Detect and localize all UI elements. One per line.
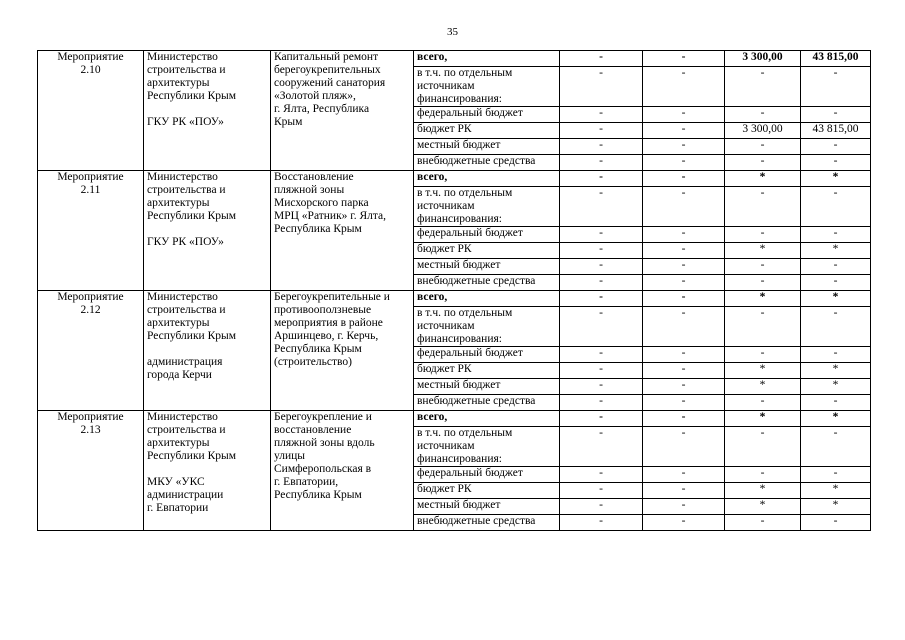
funding-value: -	[643, 155, 725, 171]
funding-value: -	[725, 515, 801, 531]
measure-name: Мероприятие 2.12	[38, 291, 144, 411]
funding-value: -	[725, 307, 801, 347]
funding-value: -	[643, 227, 725, 243]
funding-value: *	[801, 291, 871, 307]
table-row	[38, 291, 871, 307]
funding-value: -	[560, 171, 643, 187]
funding-source: федеральный бюджет	[414, 227, 560, 243]
funding-source: в т.ч. по отдельным источникам финансирования:	[414, 67, 560, 107]
funding-value: 3 300,00	[725, 51, 801, 67]
description-cell: Восстановление пляжной зоны Мисхорского парка МРЦ «Ратник» г. Ялта, Республика Крым	[271, 171, 414, 291]
funding-value: -	[801, 347, 871, 363]
funding-value: *	[801, 499, 871, 515]
funding-value: -	[560, 67, 643, 107]
funding-value: -	[643, 123, 725, 139]
funding-source: внебюджетные средства	[414, 275, 560, 291]
funding-value: -	[801, 307, 871, 347]
funding-value: -	[643, 259, 725, 275]
funding-value: -	[725, 107, 801, 123]
funding-value: *	[801, 379, 871, 395]
funding-value: -	[560, 411, 643, 427]
funding-value: -	[560, 123, 643, 139]
funding-source: местный бюджет	[414, 259, 560, 275]
executors-cell: Министерство строительства и архитектуры Республики Крым ГКУ РК «ПОУ»	[144, 171, 271, 291]
funding-value: -	[801, 107, 871, 123]
funding-value: -	[643, 243, 725, 259]
funding-value: -	[725, 275, 801, 291]
funding-value: -	[643, 499, 725, 515]
funding-value: -	[560, 483, 643, 499]
funding-value: -	[560, 395, 643, 411]
funding-value: *	[801, 483, 871, 499]
funding-value: -	[643, 187, 725, 227]
funding-value: -	[560, 363, 643, 379]
funding-value: -	[560, 227, 643, 243]
funding-source: бюджет РК	[414, 363, 560, 379]
funding-source: в т.ч. по отдельным источникам финансирования:	[414, 187, 560, 227]
funding-source: всего,	[414, 291, 560, 307]
executors-cell: Министерство строительства и архитектуры Республики Крым администрация города Керчи	[144, 291, 271, 411]
funding-value: -	[801, 67, 871, 107]
measure-name: Мероприятие 2.10	[38, 51, 144, 171]
funding-source: федеральный бюджет	[414, 107, 560, 123]
funding-value: -	[725, 259, 801, 275]
funding-value: -	[643, 347, 725, 363]
funding-value: -	[643, 427, 725, 467]
funding-value: *	[725, 171, 801, 187]
funding-value: -	[643, 483, 725, 499]
funding-value: 3 300,00	[725, 123, 801, 139]
funding-value: -	[725, 467, 801, 483]
funding-value: *	[801, 243, 871, 259]
funding-value: -	[801, 427, 871, 467]
funding-value: -	[643, 67, 725, 107]
funding-value: -	[643, 139, 725, 155]
funding-source: местный бюджет	[414, 139, 560, 155]
funding-value: -	[560, 379, 643, 395]
table-row	[38, 171, 871, 187]
funding-value: -	[560, 155, 643, 171]
funding-source: внебюджетные средства	[414, 155, 560, 171]
funding-source: внебюджетные средства	[414, 395, 560, 411]
funding-value: 43 815,00	[801, 51, 871, 67]
funding-value: -	[801, 515, 871, 531]
funding-source: бюджет РК	[414, 243, 560, 259]
funding-value: *	[801, 411, 871, 427]
funding-value: *	[801, 363, 871, 379]
funding-source: федеральный бюджет	[414, 467, 560, 483]
funding-source: всего,	[414, 411, 560, 427]
funding-value: -	[643, 51, 725, 67]
funding-value: -	[643, 171, 725, 187]
funding-value: -	[560, 243, 643, 259]
funding-value: -	[725, 139, 801, 155]
funding-value: -	[560, 467, 643, 483]
description-cell: Берегоукрепление и восстановление пляжной зоны вдоль улицы Симферопольская в г. Евпатории, Республика Крым	[271, 411, 414, 531]
funding-value: *	[725, 363, 801, 379]
table-row	[38, 411, 871, 427]
funding-source: местный бюджет	[414, 379, 560, 395]
funding-value: -	[643, 395, 725, 411]
funding-value: -	[560, 275, 643, 291]
table-row	[38, 51, 871, 67]
funding-value: -	[560, 139, 643, 155]
funding-value: -	[560, 51, 643, 67]
funding-value: -	[801, 187, 871, 227]
funding-value: -	[560, 291, 643, 307]
funding-value: -	[801, 259, 871, 275]
funding-value: -	[560, 187, 643, 227]
funding-value: -	[643, 467, 725, 483]
funding-value: *	[725, 483, 801, 499]
funding-source: всего,	[414, 171, 560, 187]
funding-source: всего,	[414, 51, 560, 67]
funding-value: -	[560, 307, 643, 347]
funding-value: *	[725, 243, 801, 259]
funding-value: -	[801, 139, 871, 155]
funding-value: -	[560, 259, 643, 275]
funding-value: -	[725, 67, 801, 107]
funding-value: -	[725, 227, 801, 243]
measure-name: Мероприятие 2.13	[38, 411, 144, 531]
measure-name: Мероприятие 2.11	[38, 171, 144, 291]
funding-value: -	[560, 515, 643, 531]
funding-value: -	[725, 395, 801, 411]
funding-value: *	[725, 411, 801, 427]
funding-value: -	[725, 347, 801, 363]
funding-value: -	[801, 227, 871, 243]
funding-value: *	[725, 379, 801, 395]
funding-source: федеральный бюджет	[414, 347, 560, 363]
funding-value: -	[643, 515, 725, 531]
funding-value: -	[725, 155, 801, 171]
table-body	[38, 51, 871, 531]
funding-value: -	[801, 155, 871, 171]
funding-value: -	[643, 307, 725, 347]
funding-value: -	[560, 499, 643, 515]
funding-source: бюджет РК	[414, 123, 560, 139]
page-number: 35	[447, 26, 458, 38]
funding-source: в т.ч. по отдельным источникам финансирования:	[414, 427, 560, 467]
funding-value: *	[725, 499, 801, 515]
funding-value: -	[643, 291, 725, 307]
executors-cell: Министерство строительства и архитектуры Республики Крым ГКУ РК «ПОУ»	[144, 51, 271, 171]
funding-source: внебюджетные средства	[414, 515, 560, 531]
description-cell: Берегоукрепительные и противооползневые мероприятия в районе Аршинцево, г. Керчь, Республика Крым (строительство)	[271, 291, 414, 411]
funding-value: -	[560, 107, 643, 123]
funding-value: -	[643, 379, 725, 395]
funding-value: -	[643, 275, 725, 291]
funding-value: -	[560, 347, 643, 363]
funding-value: -	[643, 363, 725, 379]
funding-table	[37, 50, 871, 531]
funding-value: *	[801, 171, 871, 187]
funding-value: 43 815,00	[801, 123, 871, 139]
funding-value: -	[725, 427, 801, 467]
funding-source: бюджет РК	[414, 483, 560, 499]
funding-value: -	[643, 411, 725, 427]
executors-cell: Министерство строительства и архитектуры Республики Крым МКУ «УКС администрации г. Евпатории	[144, 411, 271, 531]
funding-value: -	[801, 395, 871, 411]
funding-value: -	[801, 467, 871, 483]
funding-value: -	[725, 187, 801, 227]
description-cell: Капитальный ремонт берегоукрепительных сооружений санатория «Золотой пляж», г. Ялта, Республика Крым	[271, 51, 414, 171]
funding-value: -	[801, 275, 871, 291]
funding-source: местный бюджет	[414, 499, 560, 515]
funding-value: -	[560, 427, 643, 467]
funding-value: *	[725, 291, 801, 307]
funding-value: -	[643, 107, 725, 123]
funding-source: в т.ч. по отдельным источникам финансирования:	[414, 307, 560, 347]
